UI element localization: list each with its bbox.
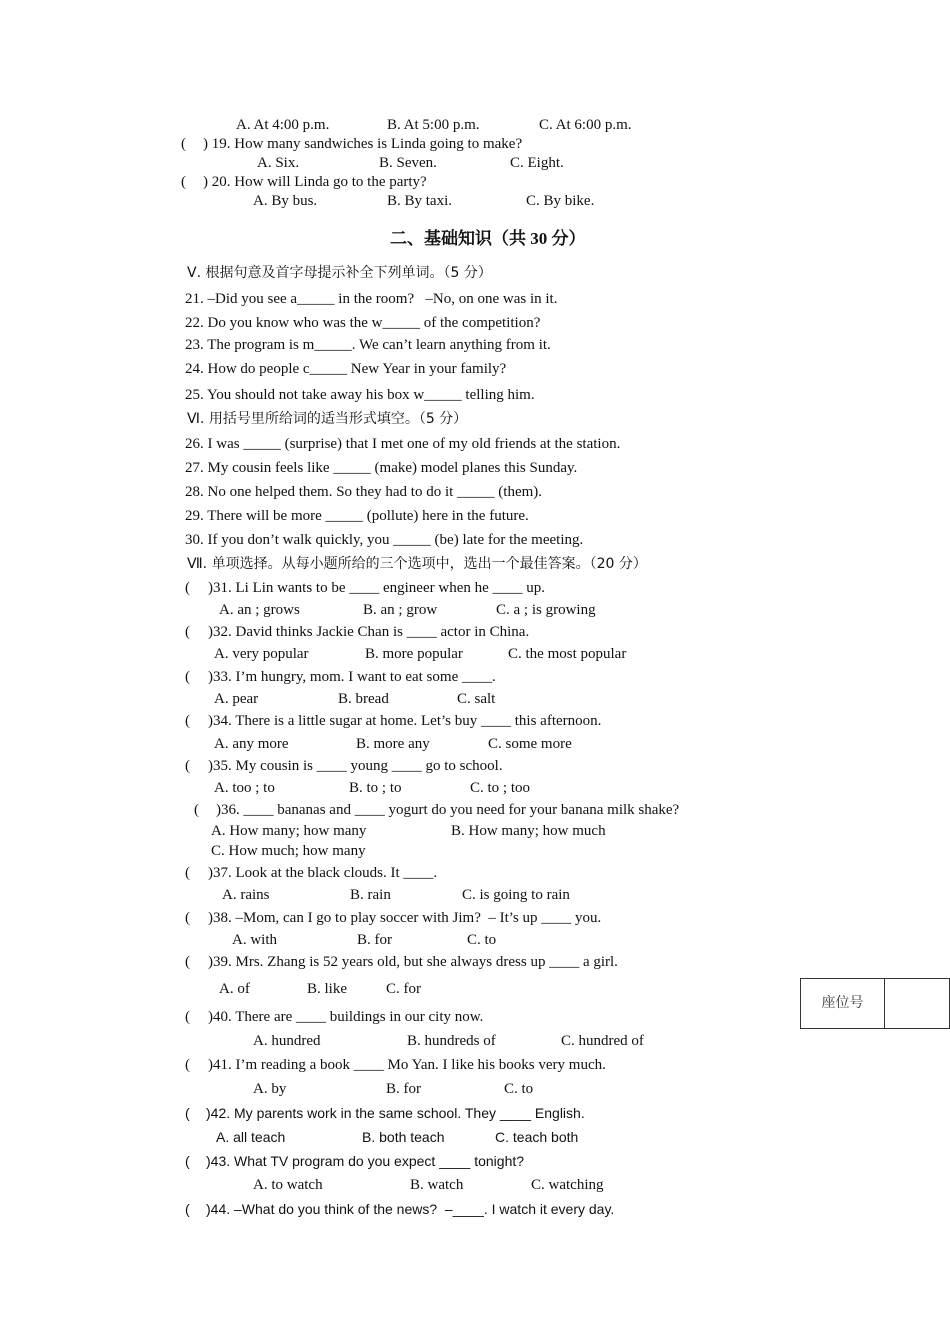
question-19: ) 19. How many sandwiches is Linda going to make? — [203, 136, 523, 152]
section-title: Ⅶ. 单项选择。从每小题所给的三个选项中，选出一个最佳答案。（20 分） — [187, 556, 647, 572]
answer-bracket: ( — [185, 624, 190, 640]
question-43: )43. What TV program do you expect ____ tonight? — [206, 1153, 525, 1169]
answer-bracket: ( — [185, 1153, 190, 1169]
option-a: A. How many; how many — [211, 823, 367, 839]
option-b: B. At 5:00 p.m. — [387, 117, 480, 133]
option-a: A. Six. — [257, 155, 300, 171]
answer-bracket: ( — [185, 1201, 190, 1217]
option-c: C. How much; how many — [211, 843, 366, 859]
question-33: )33. I’m hungry, mom. I want to eat some ____. — [208, 669, 496, 685]
question-37: )37. Look at the black clouds. It ____. — [208, 865, 438, 881]
option-c: C. By bike. — [526, 193, 595, 209]
option-a: A. rains — [222, 887, 270, 903]
option-b: B. an ; grow — [363, 602, 438, 618]
question-24: 24. How do people c_____ New Year in your family? — [185, 361, 507, 377]
option-b: B. more any — [356, 736, 430, 752]
option-a: A. of — [219, 981, 250, 997]
option-b: B. to ; to — [349, 780, 402, 796]
question-27: 27. My cousin feels like _____ (make) model planes this Sunday. — [185, 460, 578, 476]
option-b: B. bread — [338, 691, 389, 707]
option-a: A. with — [232, 932, 277, 948]
answer-bracket: ( — [185, 1057, 190, 1073]
seat-number-label: 座位号 — [801, 979, 885, 1028]
question-44: )44. –What do you think of the news? –____. I watch it every day. — [206, 1201, 615, 1217]
option-c: C. to — [504, 1081, 534, 1097]
option-c: C. to ; too — [470, 780, 531, 796]
option-c: C. the most popular — [508, 646, 627, 662]
question-39: )39. Mrs. Zhang is 52 years old, but she always dress up ____ a girl. — [208, 954, 618, 970]
section-title: Ⅵ. 用括号里所给词的适当形式填空。（5 分） — [187, 411, 468, 427]
question-26: 26. I was _____ (surprise) that I met one of my old friends at the station. — [185, 436, 621, 452]
question-36: )36. ____ bananas and ____ yogurt do you need for your banana milk shake? — [216, 802, 680, 818]
question-21: 21. –Did you see a_____ in the room? –No, on one was in it. — [185, 291, 558, 307]
option-c: C. At 6:00 p.m. — [539, 117, 632, 133]
option-c: C. Eight. — [510, 155, 564, 171]
option-c: C. a ; is growing — [496, 602, 596, 618]
option-c: C. salt — [457, 691, 496, 707]
option-b: B. watch — [410, 1177, 464, 1193]
option-b: B. How many; how much — [451, 823, 606, 839]
question-42: )42. My parents work in the same school. They ____ English. — [206, 1105, 585, 1121]
question-20: ) 20. How will Linda go to the party? — [203, 174, 427, 190]
option-b: B. By taxi. — [387, 193, 453, 209]
question-31: )31. Li Lin wants to be ____ engineer when he ____ up. — [208, 580, 546, 596]
answer-bracket: ( — [185, 954, 190, 970]
option-c: C. is going to rain — [462, 887, 570, 903]
option-c: C. for — [386, 981, 421, 997]
option-a: A. By bus. — [253, 193, 318, 209]
option-a: A. pear — [214, 691, 259, 707]
option-a: A. by — [253, 1081, 287, 1097]
answer-bracket: ( — [185, 580, 190, 596]
answer-bracket: ( — [185, 669, 190, 685]
option-a: A. very popular — [214, 646, 309, 662]
answer-bracket: ( — [185, 865, 190, 881]
option-a: A. an ; grows — [219, 602, 300, 618]
answer-bracket: ( — [185, 910, 190, 926]
option-c: C. some more — [488, 736, 572, 752]
part-heading: 二、基础知识（共 30 分） — [390, 229, 586, 248]
question-22: 22. Do you know who was the w_____ of the competition? — [185, 315, 541, 331]
seat-number-field[interactable] — [885, 979, 949, 1028]
option-b: B. like — [307, 981, 347, 997]
question-28: 28. No one helped them. So they had to do it _____ (them). — [185, 484, 543, 500]
answer-bracket: ( — [185, 758, 190, 774]
option-c: C. watching — [531, 1177, 604, 1193]
answer-bracket: ( — [194, 802, 199, 818]
question-23: 23. The program is m_____. We can’t learn anything from it. — [185, 337, 551, 353]
question-38: )38. –Mom, can I go to play soccer with Jim? – It’s up ____ you. — [208, 910, 602, 926]
question-35: )35. My cousin is ____ young ____ go to school. — [208, 758, 503, 774]
option-a: A. to watch — [253, 1177, 323, 1193]
option-b: B. more popular — [365, 646, 463, 662]
answer-bracket: ( — [181, 174, 186, 190]
option-b: B. Seven. — [379, 155, 437, 171]
option-c: C. to — [467, 932, 497, 948]
question-29: 29. There will be more _____ (pollute) here in the future. — [185, 508, 529, 524]
question-34: )34. There is a little sugar at home. Let’s buy ____ this afternoon. — [208, 713, 602, 729]
question-41: )41. I’m reading a book ____ Mo Yan. I like his books very much. — [208, 1057, 606, 1073]
option-c: C. hundred of — [561, 1033, 644, 1049]
option-b: B. hundreds of — [407, 1033, 496, 1049]
option-c: C. teach both — [495, 1129, 579, 1145]
answer-bracket: ( — [185, 1105, 190, 1121]
question-25: 25. You should not take away his box w_____ telling him. — [185, 387, 535, 403]
option-a: A. too ; to — [214, 780, 275, 796]
question-30: 30. If you don’t walk quickly, you _____ (be) late for the meeting. — [185, 532, 584, 548]
section-title: Ⅴ. 根据句意及首字母提示补全下列单词。（5 分） — [187, 265, 492, 281]
option-a: A. hundred — [253, 1033, 321, 1049]
answer-bracket: ( — [185, 713, 190, 729]
option-b: B. for — [357, 932, 392, 948]
option-a: A. At 4:00 p.m. — [236, 117, 330, 133]
option-a: A. all teach — [216, 1129, 286, 1145]
question-32: )32. David thinks Jackie Chan is ____ actor in China. — [208, 624, 530, 640]
answer-bracket: ( — [185, 1009, 190, 1025]
option-b: B. rain — [350, 887, 391, 903]
question-40: )40. There are ____ buildings in our city now. — [208, 1009, 484, 1025]
option-b: B. both teach — [362, 1129, 445, 1145]
answer-bracket: ( — [181, 136, 186, 152]
option-a: A. any more — [214, 736, 289, 752]
option-b: B. for — [386, 1081, 421, 1097]
seat-number-box — [800, 978, 950, 1029]
